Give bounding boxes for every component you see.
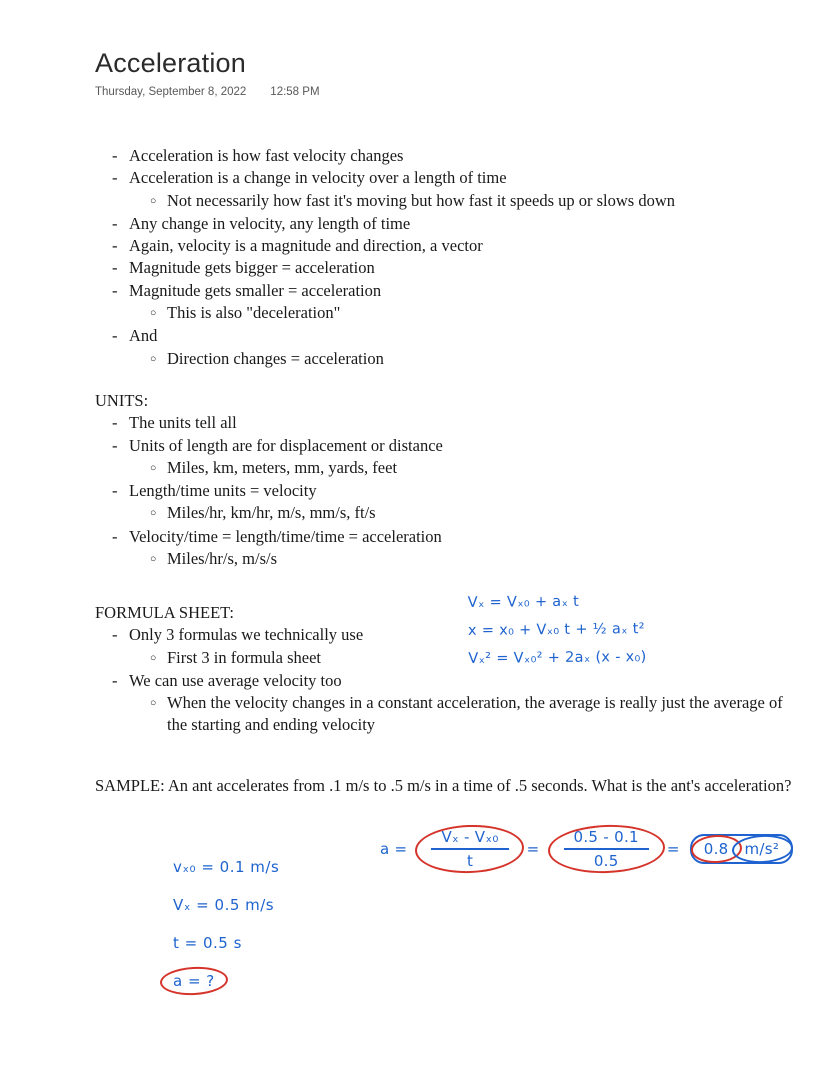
circle-bullet: [150, 647, 167, 670]
handwritten-given-values: [173, 848, 279, 1000]
list-item: [112, 167, 800, 189]
dash-bullet: [112, 235, 129, 257]
list-item-text: Miles/hr, km/hr, m/s, mm/s, ft/s: [167, 503, 376, 523]
list-item-text: We can use average velocity too: [129, 670, 342, 690]
intro-list: [95, 145, 800, 371]
result-value: 0.8: [703, 840, 729, 858]
circle-bullet: [150, 502, 167, 525]
units-section: [95, 390, 800, 571]
list-item-text: Units of length are for displacement or distance: [129, 435, 443, 455]
dash-bullet: [112, 670, 129, 692]
list-item-text: The units tell all: [129, 413, 237, 433]
dash-bullet: [112, 167, 129, 189]
list-item: [112, 213, 800, 235]
dash-bullet: [112, 145, 129, 167]
circle-bullet: [150, 190, 167, 213]
circle-bullet: [150, 457, 167, 480]
list-item-text: And: [129, 326, 158, 346]
fraction-numerator: 0.5 - 0.1: [564, 828, 649, 850]
handwritten-formula-sheet: [468, 587, 647, 673]
dash-bullet: [112, 526, 129, 548]
dash-bullet: [112, 412, 129, 434]
list-item: [112, 624, 800, 646]
dash-bullet: [112, 280, 129, 302]
red-circle-annotation: [564, 828, 649, 870]
result-units: m/s²: [744, 840, 780, 858]
fraction: [564, 828, 649, 870]
list-item: [112, 526, 800, 548]
list-item-text: This is also "deceleration": [167, 303, 341, 323]
dash-bullet: [112, 435, 129, 457]
list-item: [112, 412, 800, 434]
list-item-text: Only 3 formulas we technically use: [129, 625, 364, 645]
list-item: [112, 235, 800, 257]
list-item: [112, 480, 800, 502]
dash-bullet: [112, 257, 129, 279]
list-item: [112, 325, 800, 347]
red-circle-annotation: [173, 972, 215, 990]
units-heading: UNITS:: [95, 391, 149, 410]
list-item-text: Direction changes = acceleration: [167, 348, 384, 368]
given-line: Vₓ = 0.5 m/s: [173, 896, 275, 914]
list-item: [112, 280, 800, 302]
list-item-text: Magnitude gets smaller = acceleration: [129, 280, 382, 300]
list-item: [150, 457, 800, 480]
list-item: [150, 692, 800, 737]
list-item-text: Not necessarily how fast it's moving but how fast it speeds up or slows down: [167, 190, 676, 210]
list-item: [150, 190, 800, 213]
list-item: [150, 302, 800, 325]
given-line: [173, 962, 279, 1000]
list-item: [150, 548, 800, 571]
formula-line: Vₓ² = Vₓ₀² + 2aₓ (x - x₀): [468, 649, 647, 667]
fraction-denominator: t: [466, 852, 474, 870]
circle-bullet: [150, 548, 167, 571]
dash-bullet: [112, 213, 129, 235]
handwritten-equation: [380, 828, 803, 870]
given-line: vₓ₀ = 0.1 m/s: [173, 858, 280, 876]
blue-box-annotation: [690, 834, 793, 864]
list-item-text: Miles/hr/s, m/s/s: [167, 549, 278, 569]
list-item-text: Again, velocity is a magnitude and direction, a vector: [129, 236, 483, 256]
formula-heading: FORMULA SHEET:: [95, 603, 234, 622]
equals-sign: =: [666, 840, 680, 858]
list-item-text: Velocity/time = length/time/time = acceleration: [129, 526, 442, 546]
dash-bullet: [112, 624, 129, 646]
note-meta: [95, 86, 320, 98]
list-item: [150, 348, 800, 371]
formula-line: Vₓ = Vₓ₀ + aₓ t: [467, 593, 580, 611]
given-line: t = 0.5 s: [173, 934, 242, 952]
list-item: [150, 502, 800, 525]
note-time: 12:58 PM: [270, 86, 320, 98]
list-item-text: Acceleration is a change in velocity over a length of time: [129, 168, 507, 188]
list-item-text: First 3 in formula sheet: [167, 647, 321, 667]
note-date: Thursday, September 8, 2022: [95, 86, 247, 98]
fraction-numerator: Vₓ - Vₓ₀: [431, 828, 508, 850]
equals-sign: =: [526, 840, 540, 858]
note-header: [95, 48, 320, 98]
list-item-text: Acceleration is how fast velocity changes: [129, 146, 404, 165]
list-item-text: Magnitude gets bigger = acceleration: [129, 258, 375, 278]
list-item-text: Miles, km, meters, mm, yards, feet: [167, 457, 398, 477]
equation-lhs: a =: [380, 840, 408, 858]
fraction-denominator: 0.5: [593, 852, 619, 870]
list-item-text: When the velocity changes in a constant acceleration, the average is really just the average of the starting and ending velocity: [167, 693, 783, 735]
list-item-text: Any change in velocity, any length of time: [129, 213, 411, 233]
blue-circle-annotation: [745, 840, 780, 858]
red-circle-annotation: [431, 828, 508, 870]
circle-bullet: [150, 348, 167, 371]
list-item: [112, 435, 800, 457]
sample-problem-text: SAMPLE: An ant accelerates from .1 m/s to .5 m/s in a time of .5 seconds. What is the ant's acceleration?: [95, 776, 792, 795]
red-circle-annotation: [704, 840, 729, 858]
unknown-variable: a = ?: [173, 972, 215, 990]
circle-bullet: [150, 692, 167, 737]
formula-section: [95, 602, 800, 737]
list-item: [112, 145, 800, 167]
list-item-text: Length/time units = velocity: [129, 481, 317, 501]
circle-bullet: [150, 302, 167, 325]
dash-bullet: [112, 480, 129, 502]
formula-line: x = x₀ + Vₓ₀ t + ½ aₓ t²: [467, 621, 645, 639]
list-item: [112, 257, 800, 279]
list-item: [112, 670, 800, 692]
fraction: [431, 828, 508, 870]
dash-bullet: [112, 325, 129, 347]
page-title: Acceleration: [95, 48, 246, 78]
